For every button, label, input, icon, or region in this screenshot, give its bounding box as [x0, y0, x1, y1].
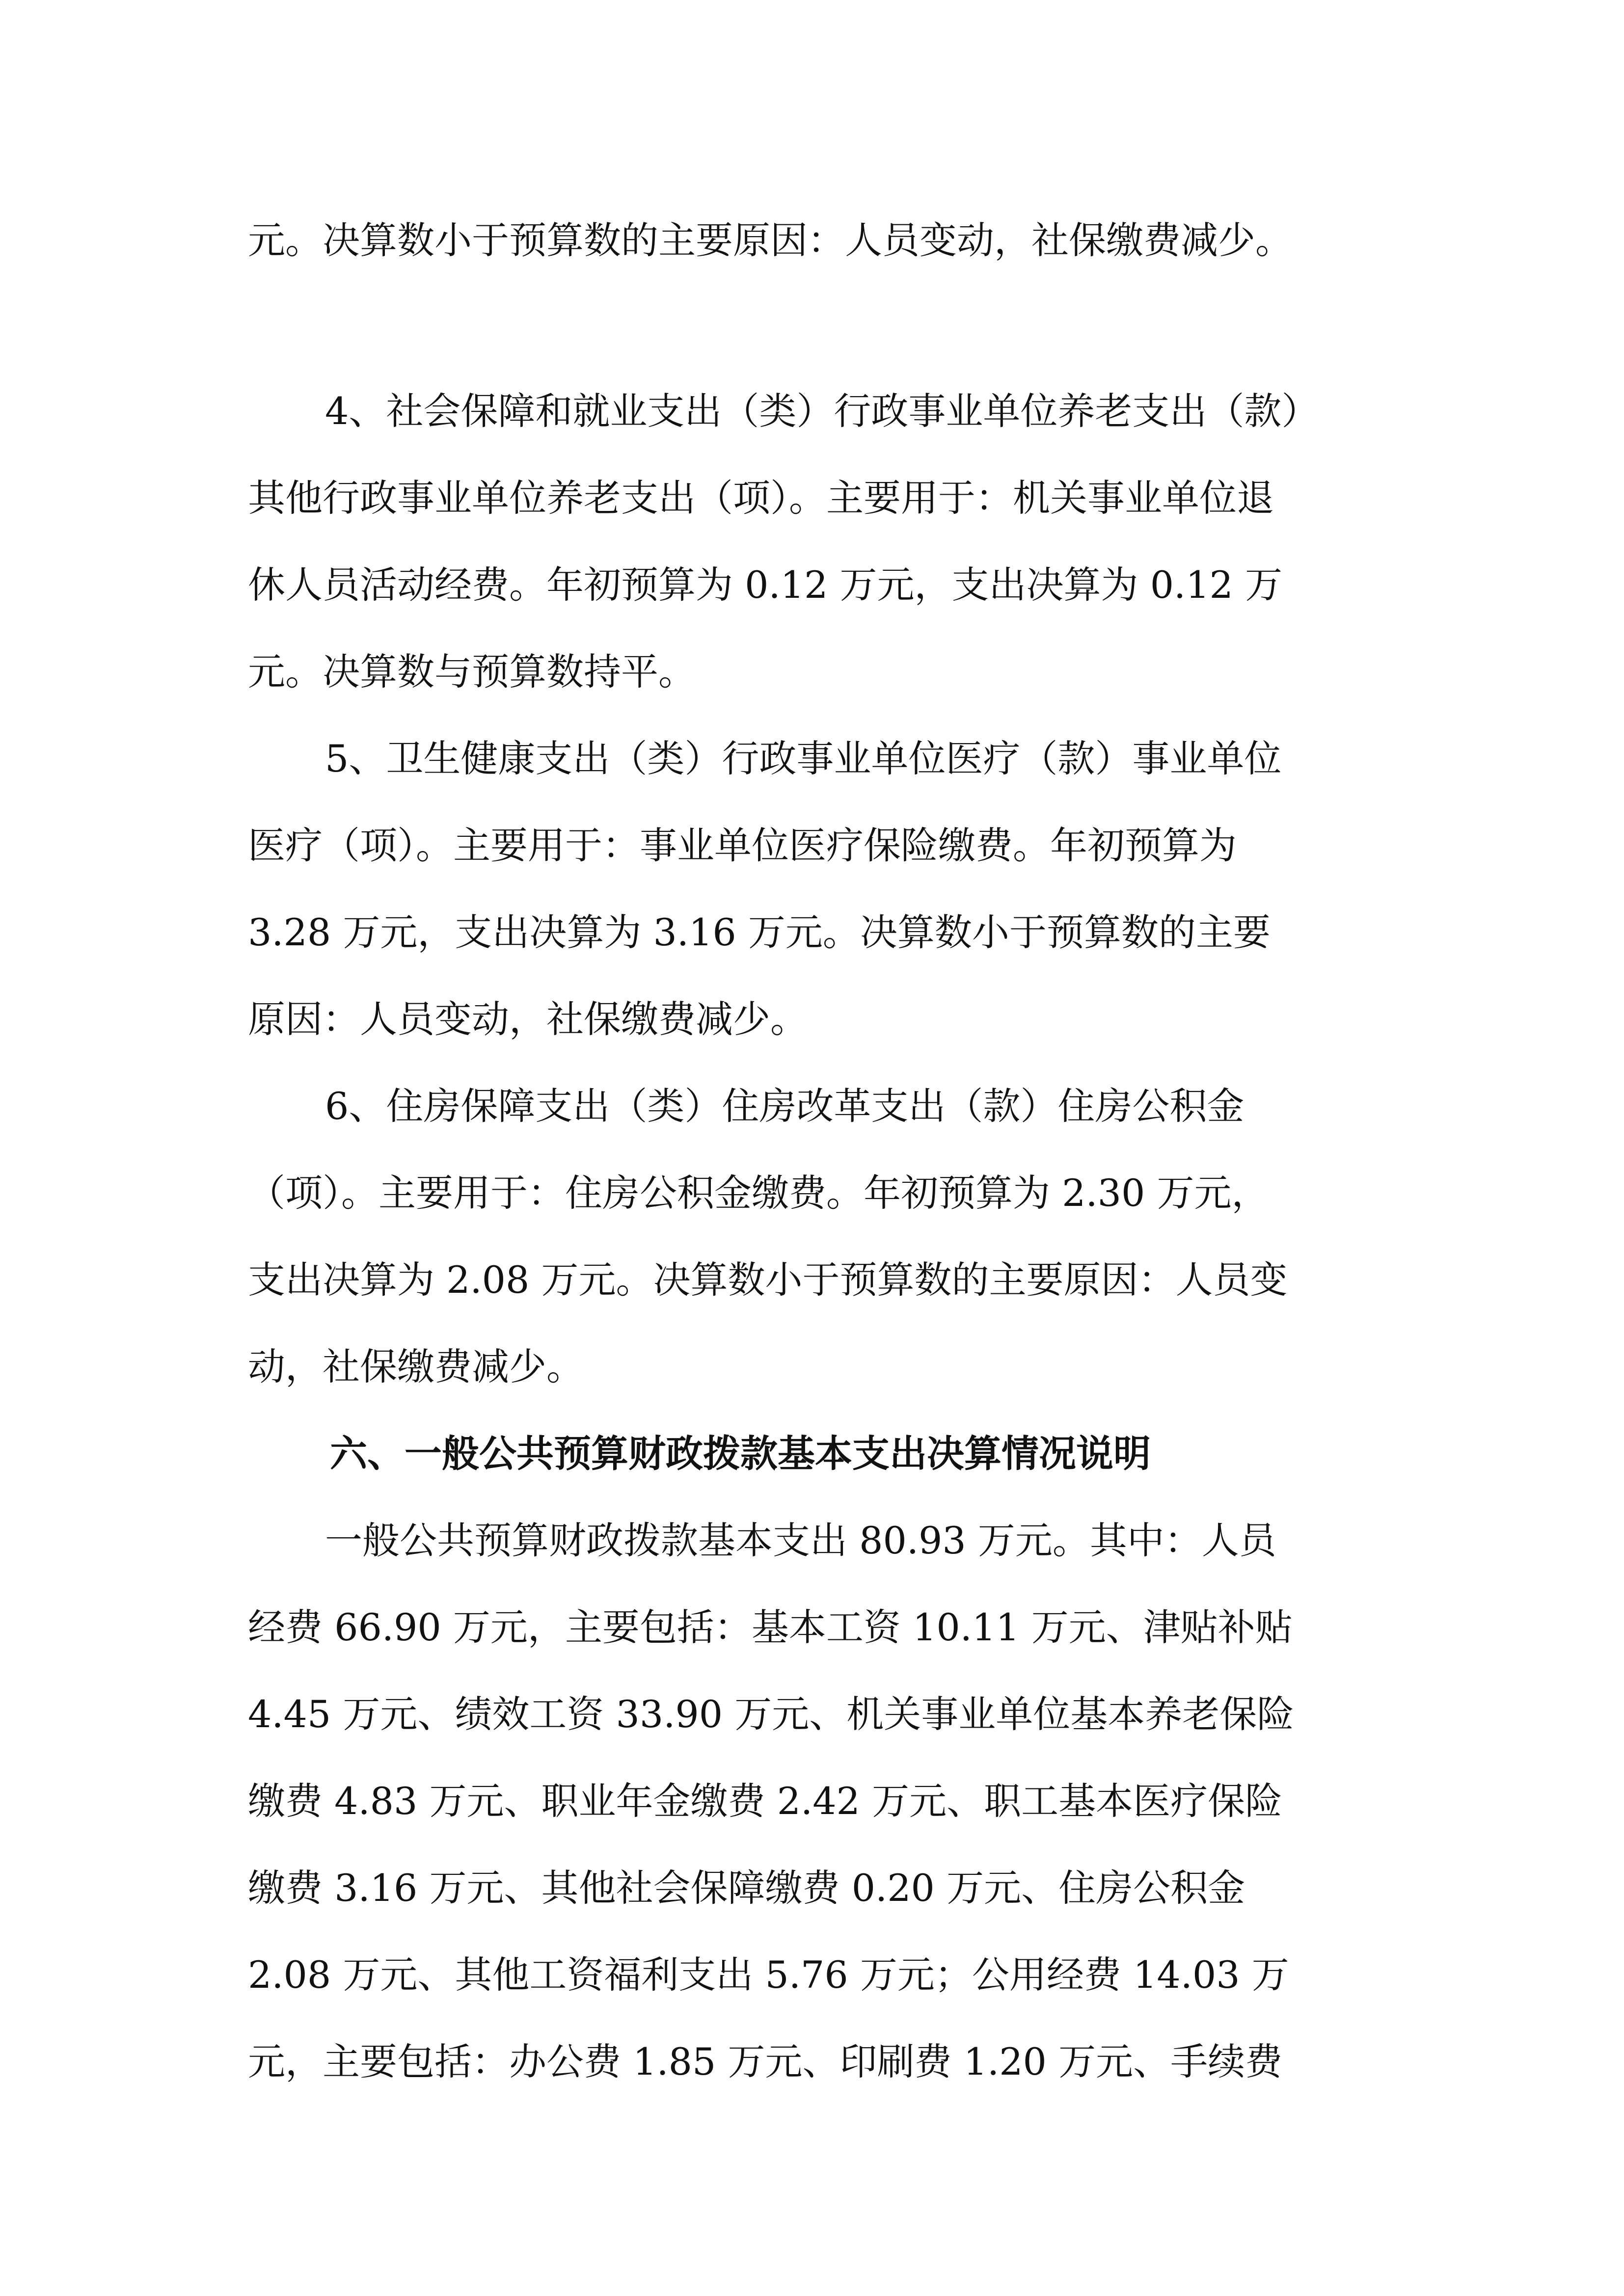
- item-4-line: 4、社会保障和就业支出（类）行政事业单位养老支出（款）: [325, 389, 1319, 433]
- paragraph-line: （项）。主要用于：住房公积金缴费。年初预算为 2.30 万元，: [248, 1171, 1269, 1215]
- paragraph-line: 元。决算数小于预算数的主要原因：人员变动，社保缴费减少。: [248, 218, 1293, 262]
- paragraph-first-line: 一般公共预算财政拨款基本支出 80.93 万元。其中：人员: [325, 1519, 1276, 1562]
- item-5-line: 5、卫生健康支出（类）行政事业单位医疗（款）事业单位: [325, 737, 1282, 780]
- paragraph-line: 休人员活动经费。年初预算为 0.12 万元，支出决算为 0.12 万: [248, 563, 1283, 607]
- paragraph-line: 其他行政事业单位养老支出（项）。主要用于：机关事业单位退: [248, 476, 1274, 520]
- paragraph-line: 2.08 万元、其他工资福利支出 5.76 万元；公用经费 14.03 万: [248, 1953, 1289, 1997]
- paragraph-line: 3.28 万元，支出决算为 3.16 万元。决算数小于预算数的主要: [248, 910, 1271, 954]
- paragraph-line: 缴费 4.83 万元、职业年金缴费 2.42 万元、职工基本医疗保险: [248, 1779, 1283, 1823]
- section-heading: 六、一般公共预算财政拨款基本支出决算情况说明: [330, 1432, 1151, 1475]
- paragraph-line: 动，社保缴费减少。: [248, 1345, 584, 1388]
- paragraph-line: 缴费 3.16 万元、其他社会保障缴费 0.20 万元、住房公积金: [248, 1866, 1245, 1910]
- paragraph-line: 元。决算数与预算数持平。: [248, 650, 696, 694]
- paragraph-line: 4.45 万元、绩效工资 33.90 万元、机关事业单位基本养老保险: [248, 1692, 1295, 1736]
- paragraph-line: 经费 66.90 万元，主要包括：基本工资 10.11 万元、津贴补贴: [248, 1605, 1293, 1649]
- paragraph-line: 医疗（项）。主要用于：事业单位医疗保险缴费。年初预算为: [248, 824, 1237, 867]
- item-6-line: 6、住房保障支出（类）住房改革支出（款）住房公积金: [325, 1084, 1245, 1128]
- paragraph-line: 支出决算为 2.08 万元。决算数小于预算数的主要原因：人员变: [248, 1258, 1288, 1302]
- paragraph-line: 原因：人员变动，社保缴费减少。: [248, 997, 808, 1041]
- paragraph-line: 元，主要包括：办公费 1.85 万元、印刷费 1.20 万元、手续费: [248, 2040, 1283, 2083]
